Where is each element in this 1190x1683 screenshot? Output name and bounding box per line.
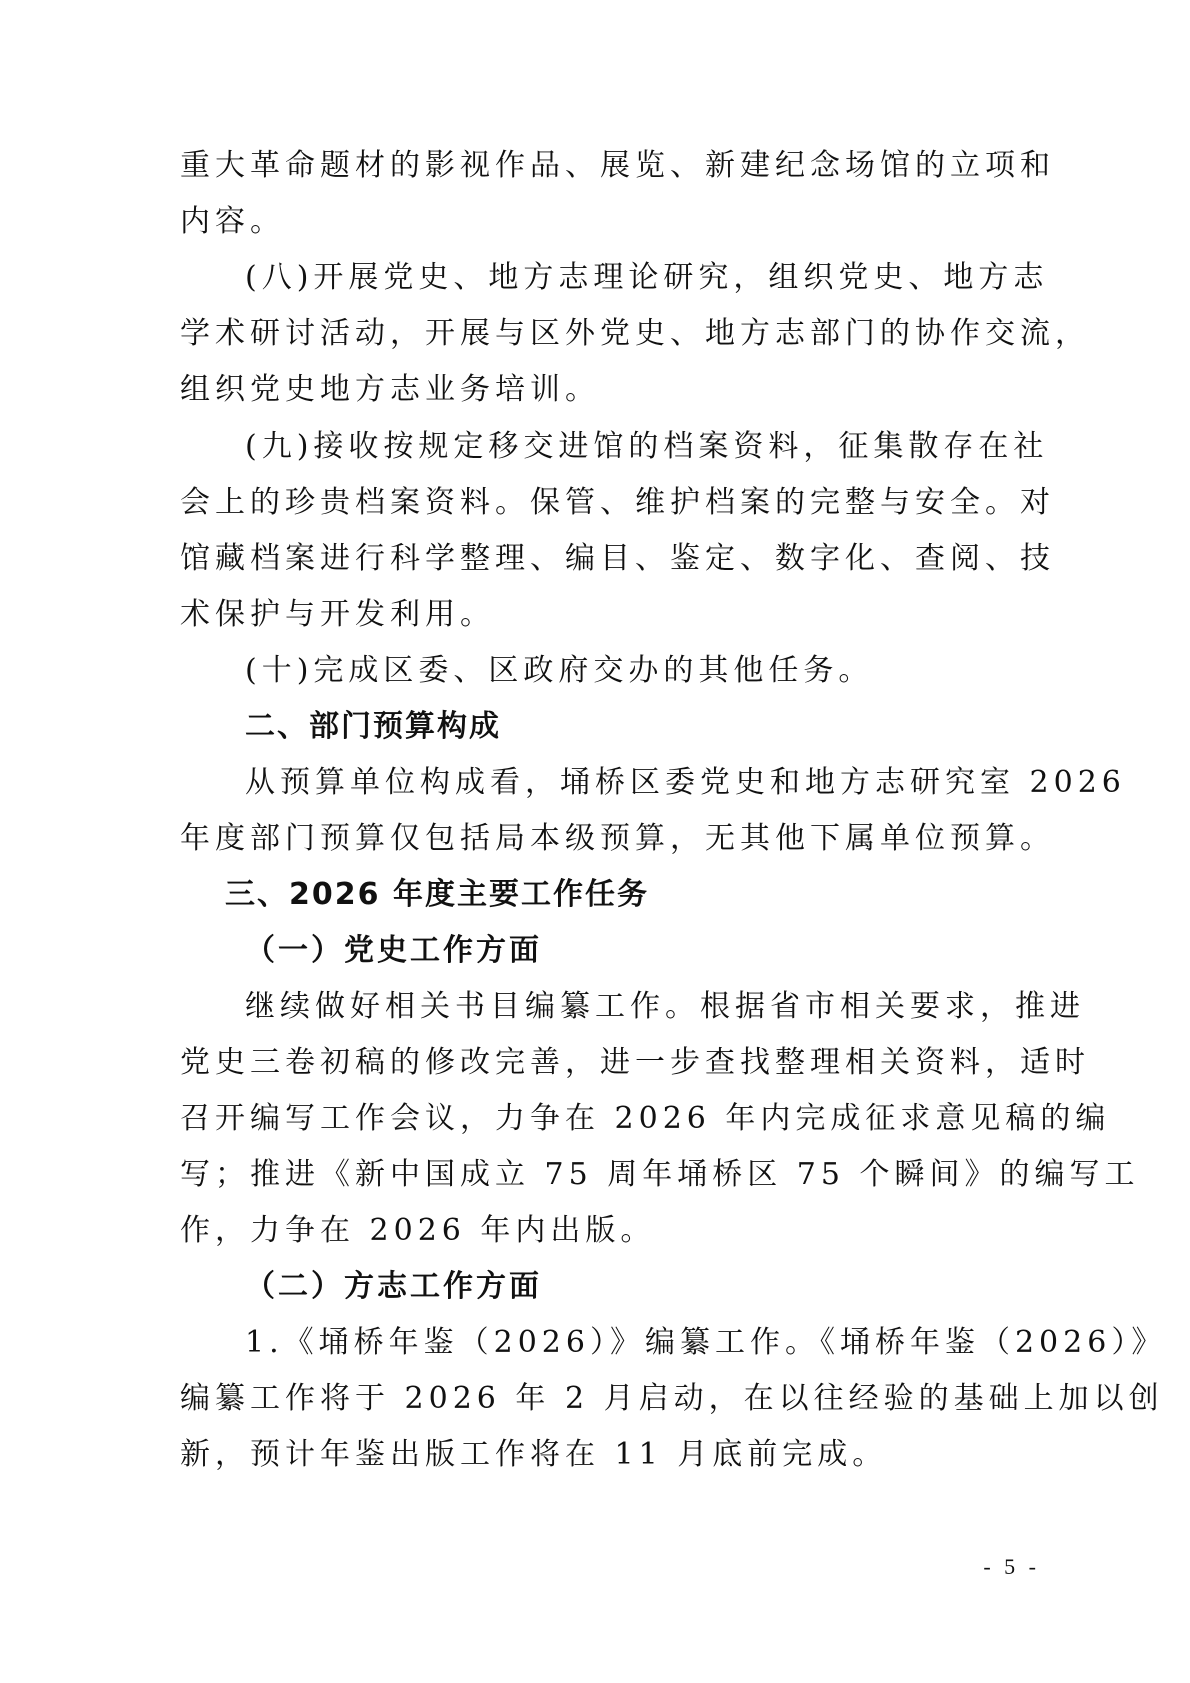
body-text-line: 作，力争在 2026 年内出版。 xyxy=(180,1213,656,1248)
body-text-line: 继续做好相关书目编纂工作。根据省市相关要求，推进 xyxy=(245,989,1085,1024)
body-text-line: 从预算单位构成看，埇桥区委党史和地方志研究室 2026 xyxy=(245,765,1126,800)
subsection-heading-2: （二）方志工作方面 xyxy=(245,1269,542,1304)
body-text-line: 重大革命题材的影视作品、展览、新建纪念场馆的立项和 xyxy=(180,148,1055,183)
body-text-line: 馆藏档案进行科学整理、编目、鉴定、数字化、查阅、技 xyxy=(180,541,1055,576)
paragraph-item-8: (八)开展党史、地方志理论研究，组织党史、地方志 xyxy=(245,260,1049,295)
paragraph-item-9: (九)接收按规定移交进馆的档案资料，征集散存在社 xyxy=(245,429,1049,464)
page-number: - 5 - xyxy=(983,1554,1040,1579)
body-text-line: 党史三卷初稿的修改完善，进一步查找整理相关资料，适时 xyxy=(180,1045,1090,1080)
section-heading-3: 三、2026 年度主要工作任务 xyxy=(225,877,649,912)
paragraph-item-10: (十)完成区委、区政府交办的其他任务。 xyxy=(245,653,874,688)
body-text-line: 编纂工作将于 2026 年 2 月启动，在以往经验的基础上加以创 xyxy=(180,1381,1164,1416)
body-text-line: 1.《埇桥年鉴（2026）》编纂工作。《埇桥年鉴（2026）》 xyxy=(245,1325,1167,1360)
section-heading-2: 二、部门预算构成 xyxy=(245,709,501,744)
body-text-line: 学术研讨活动，开展与区外党史、地方志部门的协作交流， xyxy=(180,316,1090,351)
body-text-line: 会上的珍贵档案资料。保管、维护档案的完整与安全。对 xyxy=(180,485,1055,520)
body-text-line: 组织党史地方志业务培训。 xyxy=(180,372,600,407)
body-text-line: 写；推进《新中国成立 75 周年埇桥区 75 个瞬间》的编写工 xyxy=(180,1157,1140,1192)
body-text-line: 术保护与开发利用。 xyxy=(180,597,495,632)
body-text-line: 年度部门预算仅包括局本级预算，无其他下属单位预算。 xyxy=(180,821,1055,856)
body-text-line: 新，预计年鉴出版工作将在 11 月底前完成。 xyxy=(180,1437,888,1472)
subsection-heading-1: （一）党史工作方面 xyxy=(245,933,542,968)
body-text-line: 召开编写工作会议，力争在 2026 年内完成征求意见稿的编 xyxy=(180,1101,1111,1136)
body-text-line: 内容。 xyxy=(180,204,285,239)
